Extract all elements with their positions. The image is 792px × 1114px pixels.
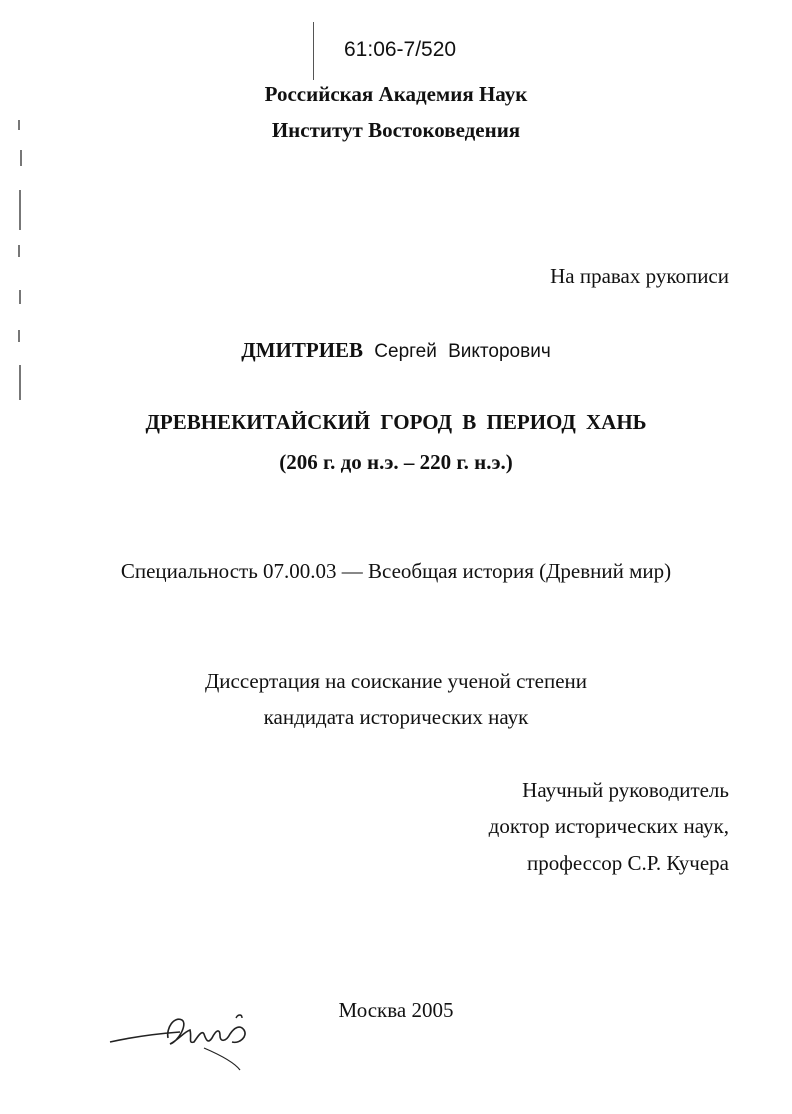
archive-code: 61:06-7/520 [344, 38, 457, 61]
signature-scribble [108, 998, 258, 1078]
dissertation-degree-line1: Диссертация на соискание ученой степени [204, 669, 588, 693]
margin-mark [19, 365, 21, 400]
title-period: (206 г. до н.э. – 220 г. н.э.) [279, 450, 513, 474]
place-year: Москва 2005 [338, 998, 454, 1022]
author-line [0, 338, 792, 363]
academy-name: Российская Академия Наук [264, 82, 528, 106]
specialty: Специальность 07.00.03 — Всеобщая история (Древний мир) [120, 559, 672, 583]
margin-mark [19, 190, 21, 230]
dissertation-degree-line2: кандидата исторических наук [263, 705, 529, 729]
institute-name: Институт Востоковедения [271, 118, 521, 142]
supervisor-role: Научный руководитель [522, 778, 729, 802]
margin-mark [18, 245, 20, 257]
author-surname: ДМИТРИЕВ [241, 338, 364, 362]
supervisor-name: профессор С.Р. Кучера [526, 851, 729, 875]
dissertation-title: ДРЕВНЕКИТАЙСКИЙ ГОРОД В ПЕРИОД ХАНЬ [145, 410, 647, 434]
manuscript-note: На правах рукописи [550, 264, 729, 288]
author-given-names: Сергей Викторович [374, 341, 551, 362]
margin-mark [19, 290, 21, 304]
margin-mark [20, 150, 22, 166]
stamp-rule [313, 22, 314, 80]
supervisor-degree: доктор исторических наук, [488, 814, 729, 838]
